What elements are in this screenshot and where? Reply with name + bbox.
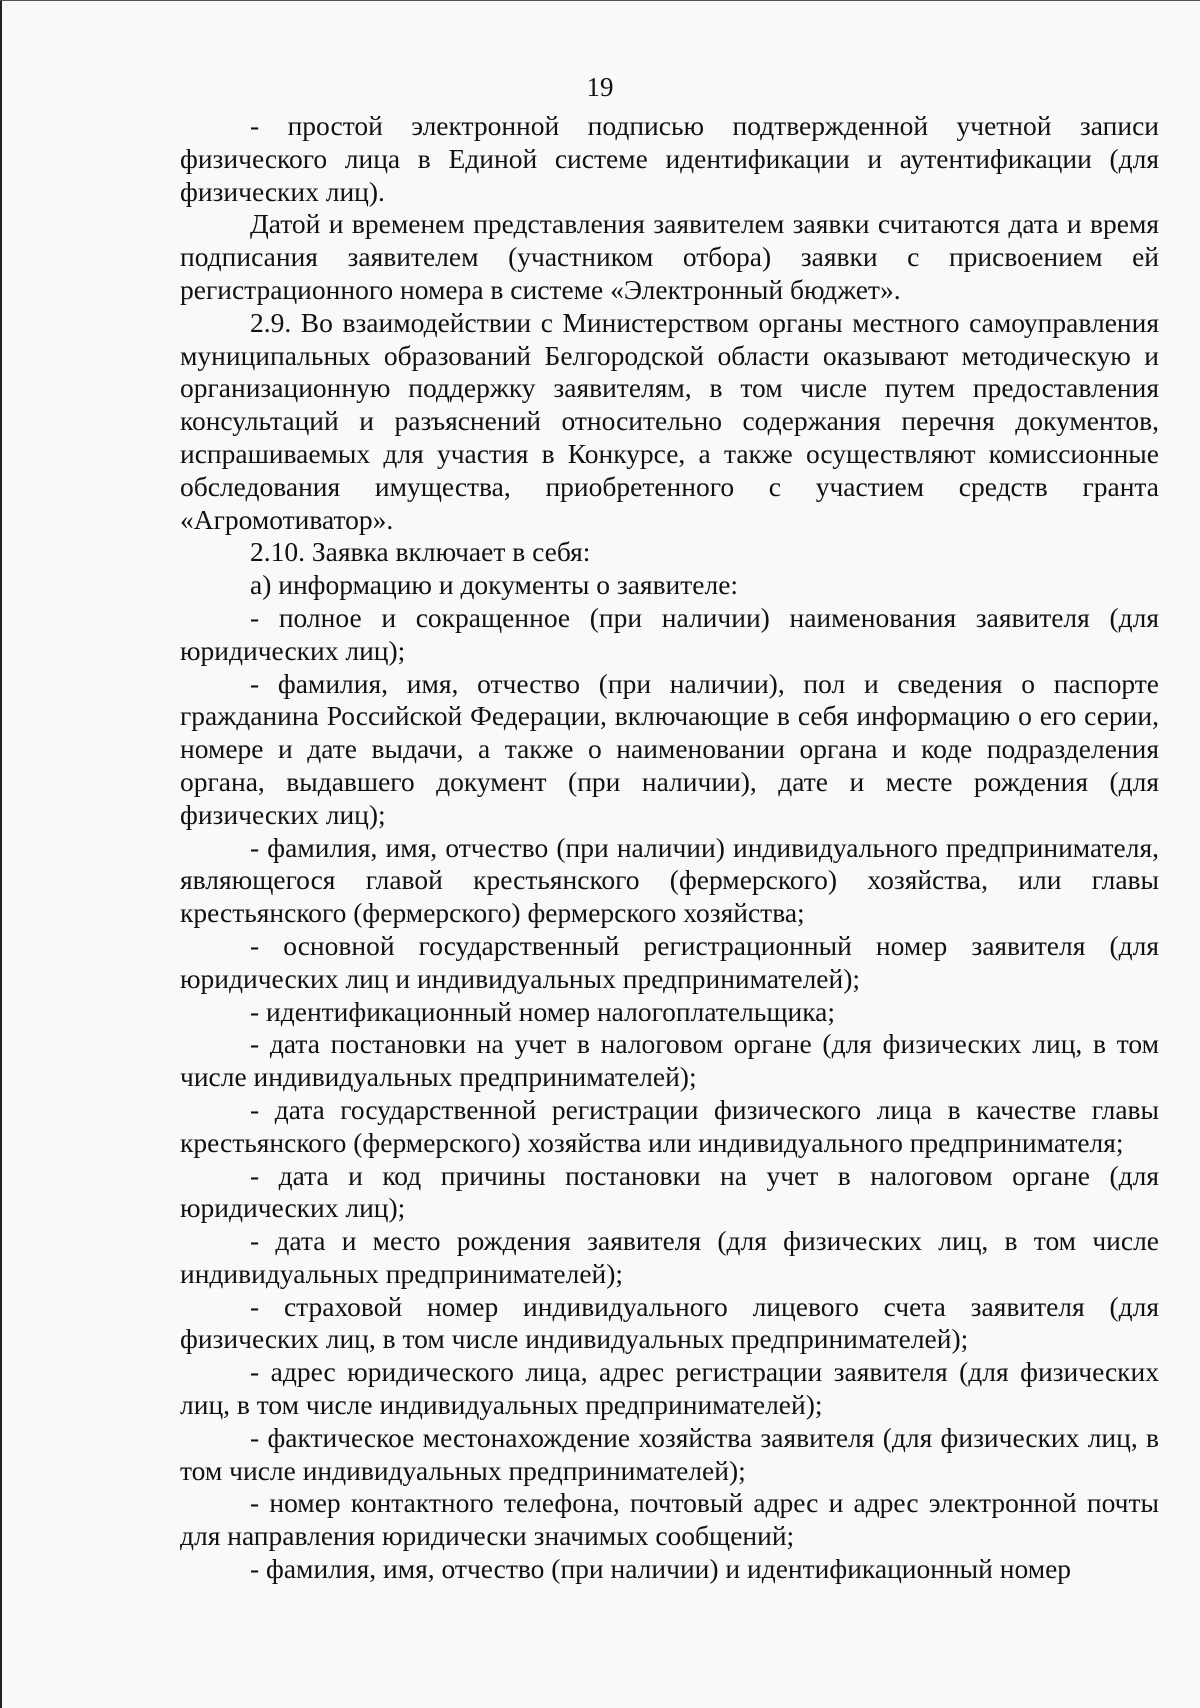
list-item-passport: - фамилия, имя, отчество (при наличии), пол и сведения о паспорте гражданина Российской Федерации, включающие в себя информацию о его серии, номере и дате выдачи, а также о наименовании органа и коде подразделения органа, выдавшего документ (при наличии), дате и месте рождения (для физических лиц); — [180, 667, 1159, 830]
paragraph-2-10: 2.10. Заявка включает в себя: — [250, 536, 591, 568]
list-item-farm-location: - фактическое местонахождение хозяйства заявителя (для физических лиц, в том числе индивидуальных предпринимателей); — [180, 1421, 1159, 1486]
list-item-contacts: - номер контактного телефона, почтовый адрес и адрес электронной почты для направления юридически значимых сообщений; — [180, 1487, 1159, 1552]
list-item-entrepreneur-name: - фамилия, имя, отчество (при наличии) индивидуального предпринимателя, являющегося главой крестьянского (фермерского) хозяйства, или главы крестьянского (фермерского) фермерского хозяйства; — [180, 831, 1159, 929]
paragraph-item-a: а) информацию и документы о заявителе: — [250, 569, 739, 601]
list-item-tax-registration-date: - дата постановки на учет в налоговом органе (для физических лиц, в том числе индивидуальных предпринимателей); — [180, 1028, 1159, 1093]
list-item-state-registration-date: - дата государственной регистрации физического лица в качестве главы крестьянского (фермерского) хозяйства или индивидуального предпринимателя; — [180, 1093, 1159, 1158]
list-item-legal-name: - полное и сокращенное (при наличии) наименования заявителя (для юридических лиц); — [180, 601, 1159, 666]
paragraph-simple-signature: - простой электронной подписью подтвержденной учетной записи физического лица в Единой системе идентификации и аутентификации (для физических лиц). — [180, 110, 1159, 207]
list-item-address: - адрес юридического лица, адрес регистрации заявителя (для физических лиц, в том числе индивидуальных предпринимателей); — [180, 1356, 1159, 1421]
paragraph-2-9: 2.9. Во взаимодействии с Министерством органы местного самоуправления муниципальных образований Белгородской области оказывают методическую и организационную поддержку заявителям, в том числе путем предоставления консультаций и разъяснений относительно содержания перечня документов, испрашиваемых для участия в Конкурсе, а также осуществляют комиссионные обследования имущества, приобретенного с участием средств гранта «Агромотиватор». — [180, 306, 1159, 535]
list-item-name-inn: - фамилия, имя, отчество (при наличии) и идентификационный номер — [250, 1553, 1072, 1585]
document-body — [180, 110, 1159, 1586]
scan-top-edge — [0, 0, 1200, 1]
list-item-kpp: - дата и код причины постановки на учет в налоговом органе (для юридических лиц); — [180, 1159, 1159, 1224]
list-item-inn: - идентификационный номер налогоплательщика; — [250, 995, 836, 1027]
paragraph-submission-date: Датой и временем представления заявителем заявки считаются дата и время подписания заявителем (участником отбора) заявки с присвоением ей регистрационного номера в системе «Электронный бюджет». — [180, 208, 1159, 305]
scan-page-edge — [0, 0, 2, 1708]
list-item-birth-date-place: - дата и место рождения заявителя (для физических лиц, в том числе индивидуальных предпринимателей); — [180, 1225, 1159, 1289]
page-number: 19 — [586, 72, 614, 102]
list-item-ogrn: - основной государственный регистрационный номер заявителя (для юридических лиц и индивидуальных предпринимателей); — [180, 929, 1159, 994]
list-item-snils: - страховой номер индивидуального лицевого счета заявителя (для физических лиц, в том числе индивидуальных предпринимателей); — [180, 1290, 1159, 1355]
